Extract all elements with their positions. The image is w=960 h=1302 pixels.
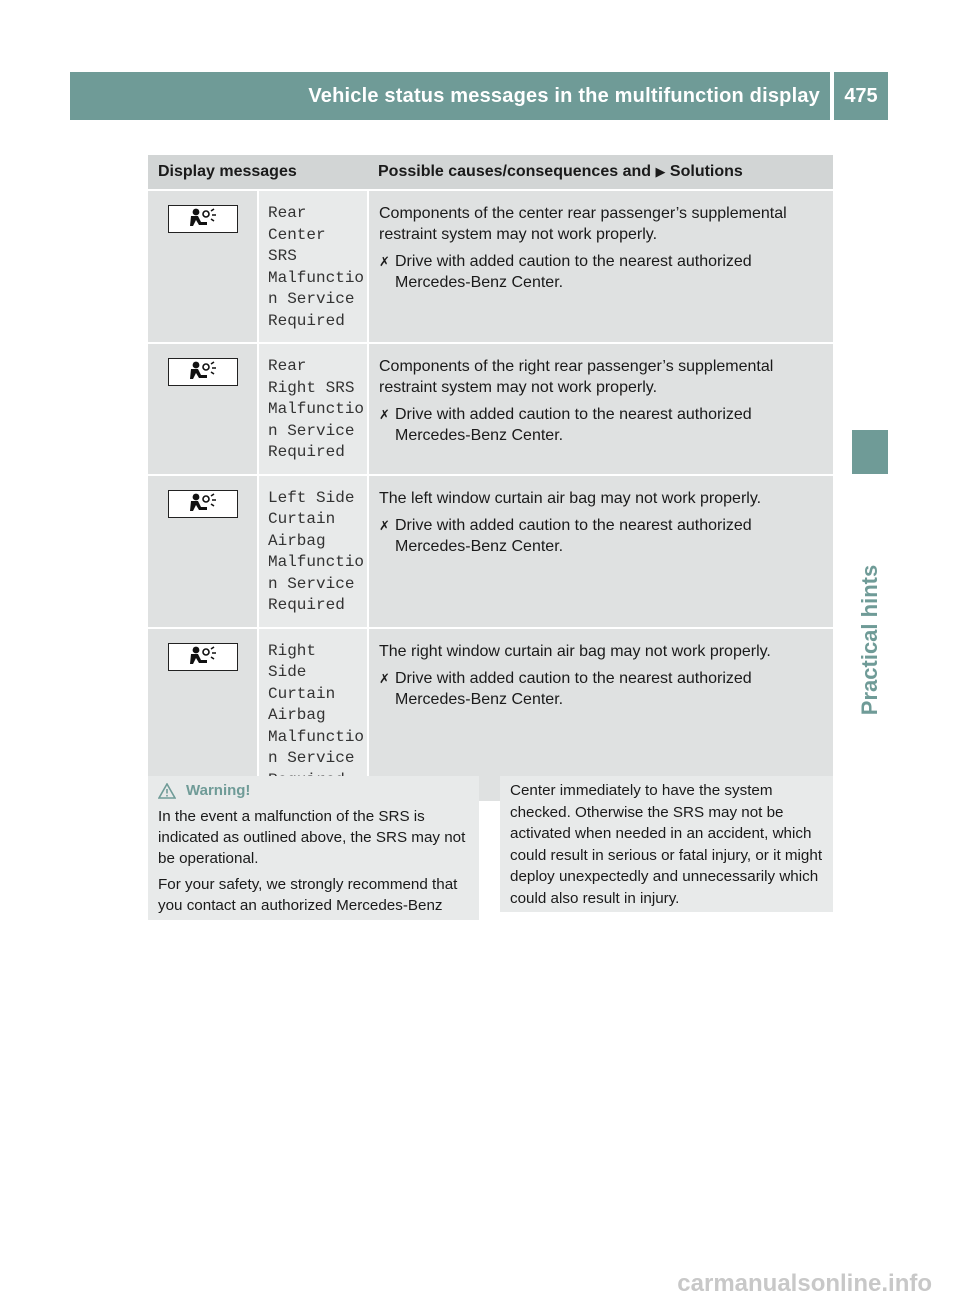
table-row	[148, 343, 833, 475]
airbag-warning-icon	[168, 205, 238, 233]
solution-arrow-icon: ▶	[655, 164, 666, 179]
page-header	[70, 72, 830, 120]
display-message-text	[258, 343, 368, 475]
column-header-display-messages: Display messages	[148, 155, 368, 190]
display-message-text	[258, 190, 368, 343]
display-message-text	[258, 475, 368, 628]
display-message-code: Left Side Curtain Airbag Malfunctio n Service Required	[268, 488, 365, 614]
warning-continuation-text: Center immediately to have the system checked. Otherwise the SRS may not be activated when needed in an accident, which could result in serious or fatal injury, or it might deploy unexpectedly and unnecessarily which could also result in injury.	[510, 782, 823, 907]
table-row	[148, 190, 833, 343]
page-title: Vehicle status messages in the multifunction display	[308, 85, 820, 107]
column-header-causes-label: Possible causes/consequences and	[378, 163, 652, 180]
solution-text: Drive with added caution to the nearest authorized Mercedes-Benz Center.	[395, 253, 752, 291]
cause-text: Components of the center rear passenger’s supplemental restraint system may not work properly.	[379, 205, 787, 243]
solution-text: Drive with added caution to the nearest authorized Mercedes-Benz Center.	[395, 669, 752, 708]
display-message-code: Right Side Curtain Airbag Malfunctio n Service	[268, 641, 365, 767]
warning-title: Warning!	[186, 782, 251, 799]
cause-text: The left window curtain air bag may not work properly.	[379, 489, 762, 507]
warning-paragraph: In the event a malfunction of the SRS is indicated as outlined above, the SRS may not be operational.	[158, 808, 466, 867]
table-row	[148, 475, 833, 628]
solution-arrow-icon: ✗	[379, 670, 390, 686]
page-footer	[0, 1262, 960, 1302]
cause-text: The right window curtain air bag may not work properly.	[379, 642, 771, 660]
page-number: 475	[834, 72, 888, 120]
airbag-warning-icon	[168, 643, 238, 671]
message-icon-cell	[148, 343, 258, 475]
warning-continuation-box	[500, 776, 833, 912]
warning-header	[158, 782, 250, 799]
column-header-causes	[368, 155, 833, 190]
cause-text: Components of the right rear passenger’s supplemental restraint system may not work properly.	[379, 358, 774, 396]
solution-item	[379, 668, 823, 710]
message-icon-cell	[148, 190, 258, 343]
section-tab-label: Practical hints	[857, 564, 882, 716]
warning-triangle-icon	[158, 783, 176, 799]
solution-text: Drive with added caution to the nearest authorized Mercedes-Benz Center.	[395, 406, 752, 444]
message-icon-cell	[148, 475, 258, 628]
solution-item	[379, 404, 823, 446]
airbag-warning-icon	[168, 490, 238, 518]
solution-arrow-icon: ✗	[379, 254, 390, 269]
solution-item	[379, 251, 823, 293]
display-message-code: Rear Center SRS Malfunctio n Service Required	[268, 204, 365, 330]
warning-body	[158, 806, 476, 921]
cause-cell	[368, 190, 833, 343]
warning-box	[148, 776, 479, 920]
footer-watermark: carmanualsonline.info	[677, 1270, 932, 1297]
solution-text: Drive with added caution to the nearest authorized Mercedes-Benz Center.	[395, 516, 752, 555]
table-header-row	[148, 155, 833, 190]
column-header-solutions-label: Solutions	[669, 163, 743, 180]
display-message-code: Rear Right SRS Malfunctio n Service Required	[268, 357, 365, 461]
section-tab-marker	[852, 430, 888, 474]
cause-cell	[368, 475, 833, 628]
cause-cell	[368, 343, 833, 475]
warning-paragraph: For your safety, we strongly recommend that you contact an authorized Mercedes-Benz	[158, 876, 458, 914]
airbag-warning-icon	[168, 358, 238, 386]
solution-item	[379, 515, 823, 557]
status-messages-table	[148, 155, 833, 803]
solution-arrow-icon: ✗	[379, 407, 390, 422]
solution-arrow-icon: ✗	[379, 517, 390, 533]
